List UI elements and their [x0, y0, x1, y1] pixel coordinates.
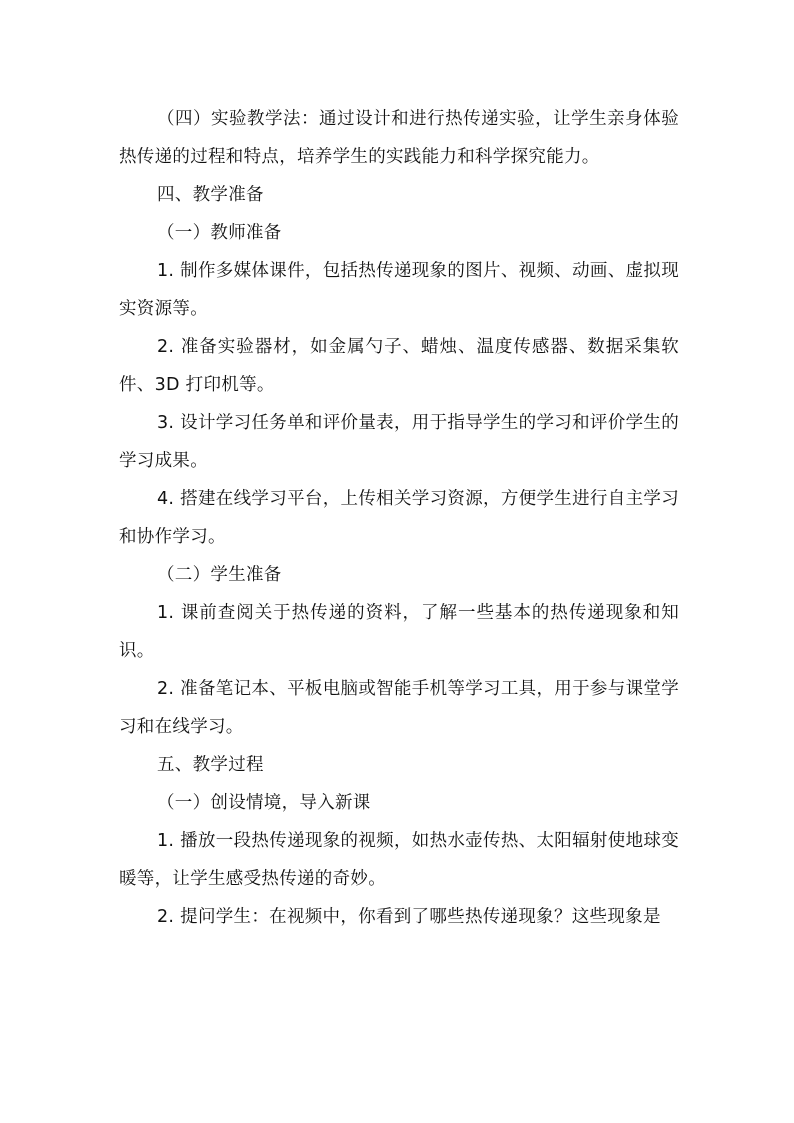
subheading-create-scenario: （一）创设情境，导入新课: [157, 793, 371, 813]
list-item-student-1: 1. 课前查阅关于热传递的资料，了解一些基本的热传递现象和知识。: [119, 603, 679, 661]
subheading-teacher-preparation: （一）教师准备: [157, 223, 282, 243]
list-item-process-2: 2. 提问学生：在视频中，你看到了哪些热传递现象？这些现象是: [157, 907, 661, 927]
list-item-process-1: 1. 播放一段热传递现象的视频，如热水壶传热、太阳辐射使地球变暖等，让学生感受热传递的奇妙。: [119, 831, 679, 889]
paragraph-experiment-method: （四）实验教学法：通过设计和进行热传递实验，让学生亲身体验热传递的过程和特点，培养学生的实践能力和科学探究能力。: [119, 109, 679, 167]
document-body: [119, 100, 679, 936]
list-item-teacher-4: 4. 搭建在线学习平台，上传相关学习资源，方便学生进行自主学习和协作学习。: [119, 489, 679, 547]
section-heading-teaching-process: 五、教学过程: [157, 755, 264, 775]
list-item-teacher-1: 1. 制作多媒体课件，包括热传递现象的图片、视频、动画、虚拟现实资源等。: [119, 261, 679, 319]
subheading-student-preparation: （二）学生准备: [157, 565, 282, 585]
section-heading-teaching-preparation: 四、教学准备: [157, 185, 264, 205]
list-item-teacher-2: 2. 准备实验器材，如金属勺子、蜡烛、温度传感器、数据采集软件、3D 打印机等。: [119, 337, 679, 395]
list-item-teacher-3: 3. 设计学习任务单和评价量表，用于指导学生的学习和评价学生的学习成果。: [119, 413, 679, 471]
list-item-student-2: 2. 准备笔记本、平板电脑或智能手机等学习工具，用于参与课堂学习和在线学习。: [119, 679, 679, 737]
